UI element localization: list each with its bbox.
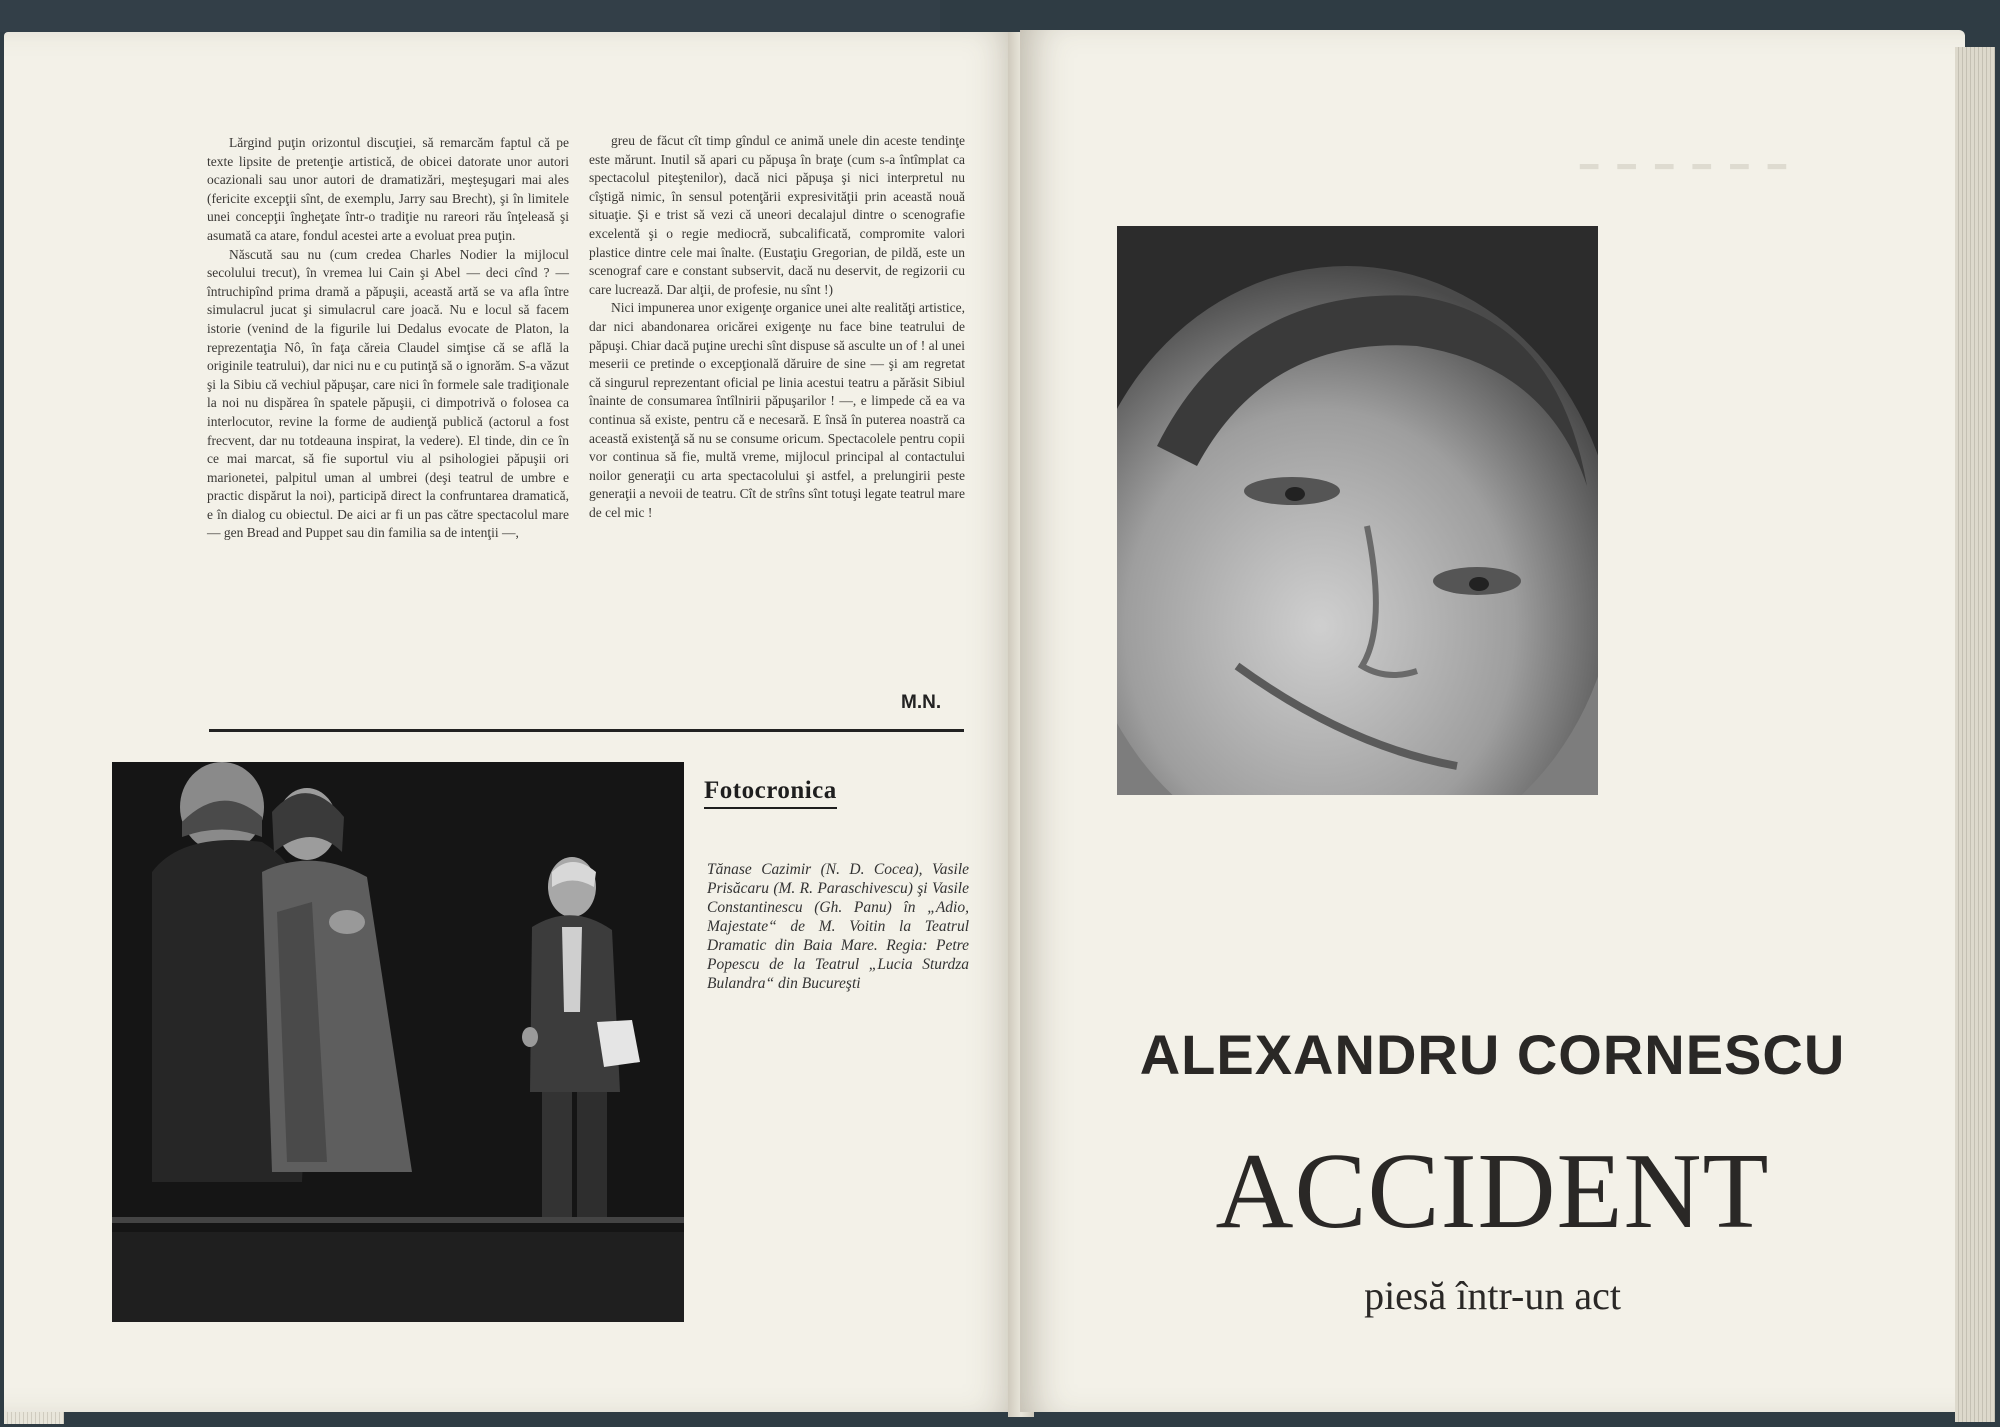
article-column-1 [207, 134, 569, 543]
section-divider [209, 729, 964, 732]
left-page [4, 32, 1020, 1412]
section-title-fotocronica: Fotocronica [704, 777, 837, 809]
open-book [0, 22, 2000, 1417]
article-paragraph: greu de făcut cît timp gîndul ce animă unele din aceste tendinţe este mărunt. Inutil să apari cu păpuşa în braţe (cum s-a întîmplat ca spectacolul piteştenilor), dacă nici păpuşa şi nici interpretul nu cîştigă nimic, în sensul potenţării expresivităţii prin această nouă situaţie. Şi e trist să vezi că uneori decalajul dintre o scenografie excelentă şi o regie mediocră, subcalificată, compromite valori plastice dintre cele mai înalte. (Eustaţiu Gregorian, de pildă, este un scenograf care e constant subservit, dacă nu deservit, de regizorii cu care lucrează. Dar alţii, de profesie, nu sînt !) [589, 133, 965, 297]
article-paragraph: Născută sau nu (cum credea Charles Nodier la mijlocul secolului trecut), în vremea lui Cain şi Abel — deci cînd ? — întruchipînd prima dramă a păpuşii, această artă se va afla între simulacrul jucat şi simulacrul care joacă. Nu e locul să facem istorie (venind de la figurile lui Dedalus evocate de Platon, la reprezentaţia Nô, în faţa căreia Claudel simţise că se află la originile teatrului), dar nici nu e cu putinţă să o ignorăm. S-a văzut şi la Sibiu că vechiul păpuşar, care nici în formele sale tradiţionale la noi nu dispărea în spatele păpuşii, ci dimpotrivă o folosea ca interlocutor, revine la forme de audienţă publică (actorul a fost frecvent, dar nu totdeauna inspirat, la vedere). El tinde, din ce în ce mai marcat, să fie suportul viu al psihologiei păpuşii ori marionetei, palpitul uman al umbrei (deşi teatrul de umbre e practic dispărut la noi), participă direct la confruntarea dramatică, e în dialog cu obiectul. De aici ar fi un pas către spectacolul mare — gen Bread and Puppet sau din familia sa de intenţii —, [207, 246, 569, 541]
stage-photo [112, 762, 684, 1322]
play-subtitle: piesă într-un act [1364, 1273, 1621, 1318]
play-title: ACCIDENT [1215, 1132, 1770, 1251]
author-portrait [1117, 226, 1598, 795]
author-name: ALEXANDRU CORNESCU [1139, 1023, 1846, 1086]
article-paragraph: Lărgind puţin orizontul discuţiei, să remarcăm faptul că pe texte lipsite de pretenţie artistică, de obicei datorate unor autori ocazionali sau unor autori de dramatizări, meşteşugari mai ales (fericite excepţii sînt, de exemplu, Jarry sau Brecht), şi în limitele unei concepţii îngheţate într-o tradiţie nu rareori rău înţeleasă şi asumată ca atare, fondul acestei arte a evoluat prea puţin. [207, 135, 569, 243]
photo-caption: Tănase Cazimir (N. D. Cocea), Vasile Prisăcaru (M. R. Paraschivescu) şi Vasile Constantinescu (Gh. Panu) în „Adio, Majestate“ de M. Voitin la Teatrul Dramatic din Baia Mare. Regia: Petre Popescu de la Teatrul „Lucia Sturdza Bulandra“ din Bucureşti [707, 861, 969, 992]
show-through-text: ━ ━ ━ ━ ━ ━ [1580, 151, 1792, 184]
article-paragraph: Nici impunerea unor exigenţe organice unei alte realităţi artistice, dar nici abandonarea oricărei exigenţe nu face bine teatrului de păpuşi. Chiar dacă puţine urechi sînt dispuse să asculte un of ! al unei meserii ce pretinde o excepţională dăruire de sine — şi am regretat că singurul reprezentant oficial pe linia acestui teatru a părăsit Sibiul înainte de consumarea întîlnirii păpuşarilor ! —, e limpede că ea va continua să existe, pentru că e necesară. E însă în puterea noastră ca această existenţă să nu se consume oricum. Spectacolele pentru copii vor continua să fie, multă vreme, mijlocul principal al contactului noilor generaţii cu arta spectacolului şi astfel, a prelungirii peste generaţii a nevoii de teatru. Cît de strîns sînt totuşi legate teatrul mare de cel mic ! [589, 300, 966, 520]
author-signature: M.N. [901, 692, 942, 713]
article-column-2 [589, 132, 965, 522]
